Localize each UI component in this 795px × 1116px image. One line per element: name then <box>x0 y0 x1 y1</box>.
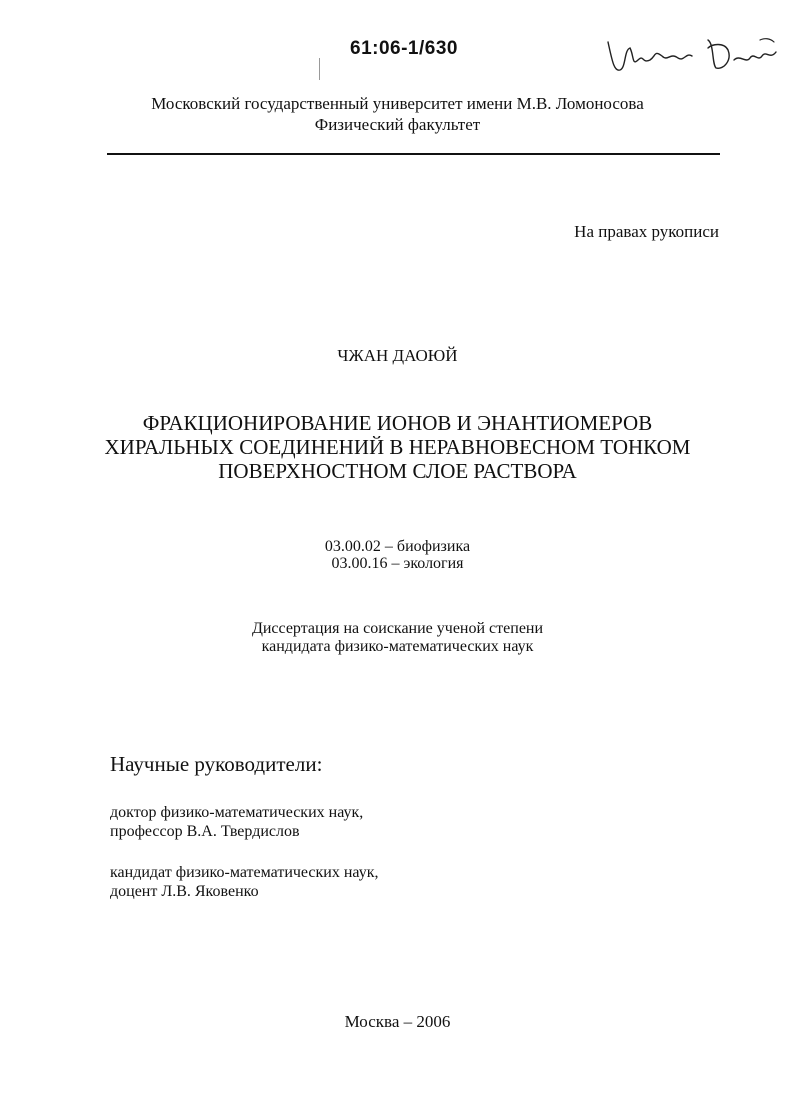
city-year: Москва – 2006 <box>344 1012 451 1031</box>
header-divider <box>107 153 720 155</box>
specialty-line: 03.00.02 – биофизика <box>324 538 471 555</box>
university-block <box>0 93 795 135</box>
supervisor-second <box>110 863 378 901</box>
library-stamp-number: 61:06-1/630 <box>350 38 458 59</box>
faculty-name: Физический факультет <box>314 115 481 134</box>
degree-line: Диссертация на соискание ученой степени <box>251 620 544 637</box>
dissertation-degree <box>0 620 795 656</box>
title-line: ХИРАЛЬНЫХ СОЕДИНЕНИЙ В НЕРАВНОВЕСНОМ ТОНКОМ <box>104 435 691 459</box>
thesis-title <box>0 411 795 483</box>
scan-mark <box>319 58 320 80</box>
specialty-codes <box>0 538 795 572</box>
supervisor-degree: кандидат физико-математических наук, <box>110 864 379 881</box>
degree-line: кандидата физико-математических наук <box>261 638 534 655</box>
title-line: ПОВЕРХНОСТНОМ СЛОЕ РАСТВОРА <box>218 459 577 483</box>
author-name: ЧЖАН ДАОЮЙ <box>337 346 458 365</box>
specialty-line: 03.00.16 – экология <box>331 555 464 572</box>
university-name: Московский государственный университет имени М.В. Ломоносова <box>151 94 644 113</box>
supervisor-name: профессор В.А. Твердислов <box>110 823 300 840</box>
handwritten-signature <box>600 30 780 80</box>
supervisor-name: доцент Л.В. Яковенко <box>110 883 259 900</box>
title-line: ФРАКЦИОНИРОВАНИЕ ИОНОВ И ЭНАНТИОМЕРОВ <box>142 411 653 435</box>
manuscript-note: На правах рукописи <box>574 222 719 241</box>
supervisor-first <box>110 803 363 841</box>
supervisor-degree: доктор физико-математических наук, <box>110 804 364 821</box>
supervisors-heading: Научные руководители: <box>110 752 323 776</box>
